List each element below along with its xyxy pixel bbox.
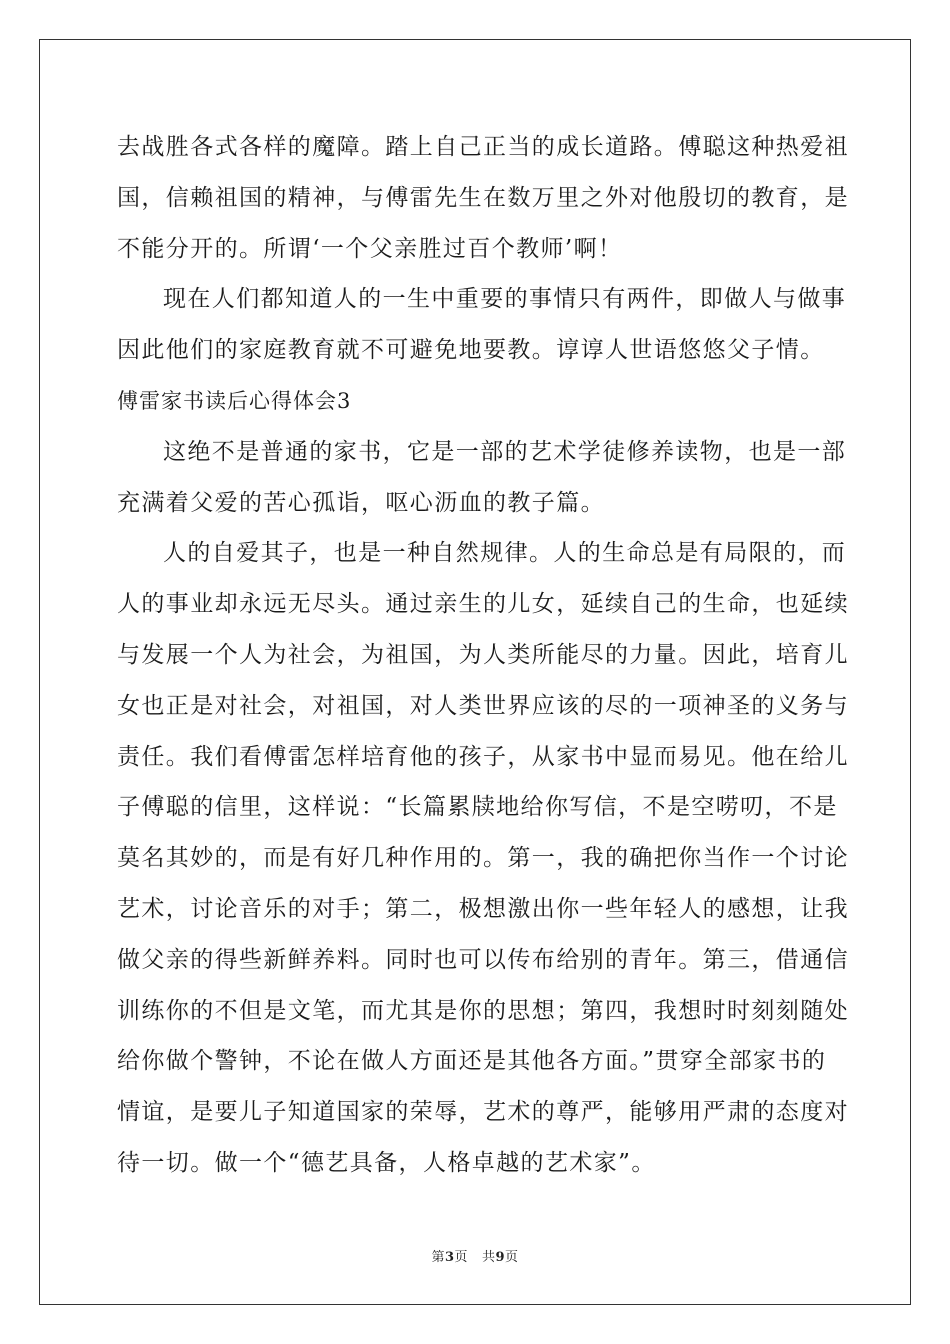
text-line: 这绝不是普通的家书，它是一部的艺术学徒修养读物，也是一部 [163, 438, 847, 465]
heading-text: 傅雷家书读后心得体会3 [117, 388, 352, 413]
text-line: 艺术，讨论音乐的对手；第二，极想激出你一些年轻人的感想，让我 [117, 895, 849, 922]
text-line: 不能分开的。所谓‘一个父亲胜过百个教师’啊！ [117, 235, 623, 262]
paragraph-1 [117, 122, 849, 274]
page-footer [0, 1246, 950, 1265]
paragraph-3 [117, 427, 847, 529]
page-current: 3 [444, 1250, 455, 1265]
text-line: 人的自爱其子，也是一种自然规律。人的生命总是有局限的，而 [163, 540, 847, 567]
text-line: 莫名其妙的，而是有好几种作用的。第一，我的确把你当作一个讨论 [117, 845, 849, 872]
text-line: 训练你的不但是文笔，而尤其是你的思想；第四，我想时时刻刻随处 [117, 997, 849, 1024]
section-heading [117, 376, 833, 427]
text-line: 人的事业却永远无尽头。通过亲生的儿女，延续自己的生命，也延续 [117, 591, 849, 618]
text-line: 女也正是对社会，对祖国，对人类世界应该的尽的一项神圣的义务与 [117, 692, 849, 719]
text-line: 给你做个警钟，不论在做人方面还是其他各方面。”贯穿全部家书的 [117, 1048, 827, 1075]
text-line: 待一切。做一个“德艺具备，人格卓越的艺术家”。 [117, 1149, 656, 1176]
text-line: 情谊，是要儿子知道国家的荣辱，艺术的尊严，能够用严肃的态度对 [117, 1099, 849, 1126]
text-line: 去战胜各式各样的魔障。踏上自己正当的成长道路。傅聪这种热爱祖 [117, 134, 849, 160]
page-total: 9 [495, 1250, 506, 1265]
paragraph-4 [117, 528, 849, 1188]
text-line: 充满着父爱的苦心孤诣，呕心沥血的教子篇。 [117, 489, 605, 516]
text-line: 子傅聪的信里，这样说：“长篇累牍地给你写信，不是空唠叨，不是 [117, 794, 838, 821]
text-line: 责任。我们看傅雷怎样培育他的孩子，从家书中显而易见。他在给儿 [117, 743, 849, 770]
total-suffix: 页 [505, 1250, 519, 1265]
text-line: 因此他们的家庭教育就不可避免地要教。谆谆人世语悠悠父子情。 [117, 337, 825, 364]
text-line: 做父亲的得些新鲜养料。同时也可以传布给别的青年。第三，借通信 [117, 946, 849, 973]
text-line: 与发展一个人为社会，为祖国，为人类所能尽的力量。因此，培育儿 [117, 641, 849, 668]
text-line: 现在人们都知道人的一生中重要的事情只有两件，即做人与做事 [163, 286, 847, 313]
paragraph-2 [117, 274, 847, 376]
total-prefix: 共 [481, 1250, 496, 1265]
page-prefix: 第 [431, 1250, 445, 1265]
document-body [117, 122, 849, 1189]
text-line: 国，信赖祖国的精神，与傅雷先生在数万里之外对他殷切的教育，是 [117, 184, 849, 211]
page-suffix: 页 [454, 1250, 469, 1265]
